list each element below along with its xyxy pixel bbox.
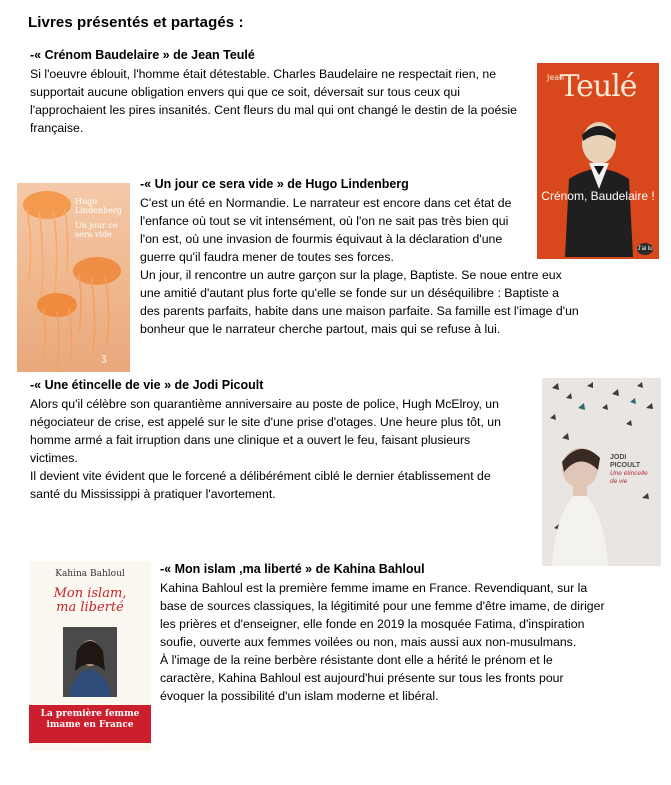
- cover-label: [610, 454, 656, 486]
- book-title-un-jour: -« Un jour ce sera vide » de Hugo Lindenberg: [140, 177, 409, 191]
- author-photo-illustration: [63, 627, 117, 697]
- cover-band-line: La première femme: [40, 709, 140, 719]
- cover-crenom-baudelaire: [537, 63, 659, 259]
- book-description-mon-islam: [160, 579, 605, 705]
- cover-band-line: imame en France: [46, 720, 134, 730]
- cover-title: Un jour ce sera vide: [75, 221, 118, 239]
- publisher-logo: J'ai lu: [637, 243, 653, 255]
- description-paragraph: Un jour, il rencontre un autre garçon sur la plage, Baptiste. Se noue entre eux une amitié d'autant plus forte qu'elle se fonde sur un déséquilibre : Baptiste a des parents parfaits, habite dans une maison parfaite. Sa famille est l'image d'un bonheur que le narrateur cherche partout, mais qui se refuse à lui.: [140, 268, 579, 336]
- cover-title: Crénom, Baudelaire !: [541, 189, 655, 203]
- cover-author: Kahina Bahloul: [55, 569, 125, 579]
- book-description-etincelle: [30, 395, 520, 503]
- book-title-mon-islam: -« Mon islam ,ma liberté » de Kahina Bahloul: [160, 562, 425, 576]
- cover-author: Teulé: [559, 69, 637, 104]
- cover-author: JODI PICOULT: [610, 454, 641, 469]
- cover-mon-islam-ma-liberte: [29, 561, 151, 751]
- description-paragraph: Il devient vite évident que le forcené a délibérément ciblé le dernier établissement de santé du Mississippi à pratiquer l'avortement.: [30, 469, 491, 501]
- book-description-un-jour: [140, 194, 525, 266]
- cover-author: Hugo Lindenberg: [75, 197, 122, 215]
- description-paragraph: À l'image de la reine berbère résistante dont elle a hérité le prénom et le caractère, Kahina Bahloul est aujourd'hui présente sur tous les fronts pour évoquer la possibilité d'un islam moderne et libéral.: [160, 653, 564, 703]
- publisher-logo: ALBIN MICHEL: [72, 744, 108, 750]
- author-photo: [63, 627, 117, 697]
- description-paragraph: Si l'oeuvre éblouit, l'homme était détestable. Charles Baudelaire ne respectait rien, ne supportait aucune obligation envers qui que ce soit, déversait sur tous ceux qui l'approchaient les pires insanités. Cent fleurs du mal qui ont changé le destin de la poésie française.: [30, 67, 518, 135]
- cover-title: [29, 587, 151, 615]
- baudelaire-portrait-illustration: [555, 119, 641, 257]
- publisher-logo: ʒ: [101, 353, 107, 364]
- cover-title-line: ma liberté: [56, 600, 124, 615]
- book-title-etincelle: -« Une étincelle de vie » de Jodi Picoult: [30, 378, 264, 392]
- page-title: Livres présentés et partagés :: [28, 14, 244, 31]
- cover-un-jour-ce-sera-vide: [17, 183, 130, 372]
- book-description-un-jour-continued: [140, 266, 580, 338]
- description-paragraph: Kahina Bahloul est la première femme imame en France. Revendiquant, sur la base de sources classiques, la légitimité pour une femme d'être imame, de diriger les prières et d'enseigner, elle fonde en 2019 la mosquée Fatima, d'inspiration soufie, ouverte aux femmes voilées ou non, mais aussi aux non-musulmans.: [160, 581, 605, 649]
- cover-author-first: Jean: [547, 73, 565, 82]
- cover-une-etincelle-de-vie: [542, 378, 661, 566]
- book-description-baudelaire: [30, 65, 520, 137]
- cover-band: [29, 705, 151, 743]
- description-paragraph: C'est un été en Normandie. Le narrateur est encore dans cet état de l'enfance où tout se vit intensément, où l'on ne sait pas très bien qui l'on est, où une invasion de fourmis équivaut à la déclaration d'une guerre qu'il faudra mener de toutes ses forces.: [140, 196, 512, 264]
- description-paragraph: Alors qu'il célèbre son quarantième anniversaire au poste de police, Hugh McElroy, un négociateur de crise, est appelé sur le site d'une prise d'otages. Une heure plus tôt, un homme armé a fait irruption dans une clinique et a ouvert le feu, faisant plusieurs victimes.: [30, 397, 501, 465]
- cover-title: Une étincelle de vie: [610, 470, 648, 485]
- cover-text: [75, 197, 130, 239]
- cover-title-line: Mon islam,: [53, 586, 127, 601]
- book-title-baudelaire: -« Crénom Baudelaire » de Jean Teulé: [30, 48, 255, 62]
